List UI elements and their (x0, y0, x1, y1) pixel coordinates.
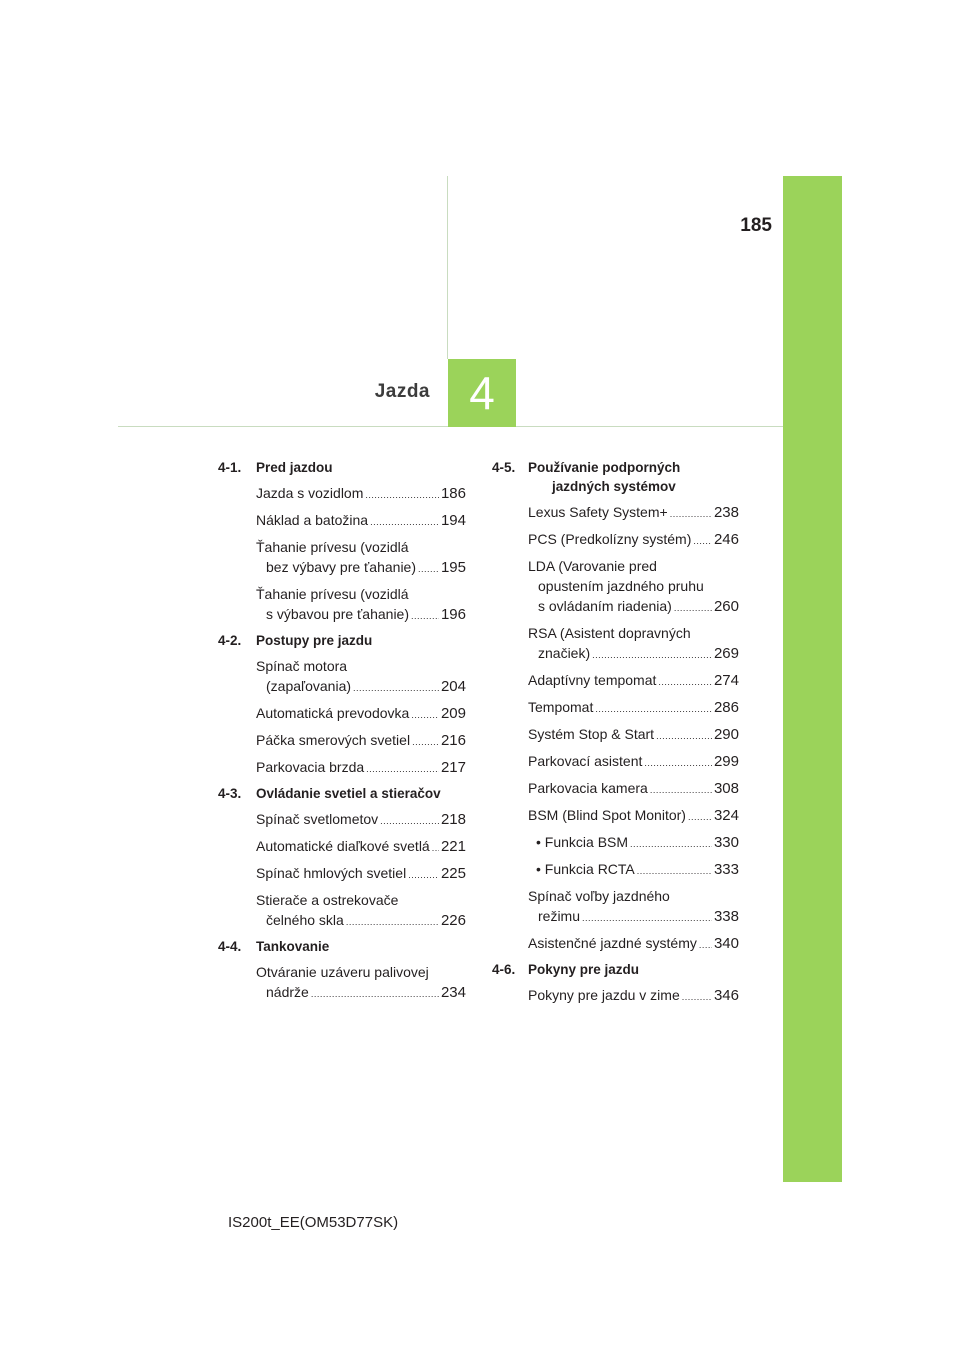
entry-text: s ovládaním riadenia) (538, 598, 672, 614)
entry-text: BSM (Blind Spot Monitor) (528, 807, 686, 823)
toc-left-column (218, 458, 466, 1009)
toc-entry[interactable] (528, 502, 739, 524)
toc-entry[interactable] (528, 670, 739, 692)
entry-line (256, 510, 466, 532)
toc-right-column (492, 458, 739, 1012)
toc-entry[interactable] (528, 933, 739, 955)
entry-text: nádrže (266, 984, 309, 1000)
entry-page-number: 204 (440, 678, 466, 695)
chapter-number-box: 4 (448, 359, 516, 427)
section-number: 4-3. (218, 786, 242, 801)
entry-line (528, 596, 739, 618)
entry-text: Automatické diaľkové svetlá (256, 838, 430, 854)
dot-leader (592, 645, 712, 665)
entry-line (528, 502, 739, 524)
entry-page-number: 217 (440, 759, 466, 776)
entry-line (256, 676, 466, 698)
entry-line (256, 703, 466, 725)
toc-entry[interactable] (528, 697, 739, 719)
entry-line (256, 656, 466, 676)
dot-leader (346, 912, 439, 932)
toc-entry[interactable] (528, 556, 739, 618)
dot-leader (370, 512, 439, 532)
entry-text: • Funkcia BSM (536, 834, 629, 850)
entry-page-number: 209 (440, 705, 466, 722)
entry-line (528, 985, 739, 1007)
toc-entry[interactable] (256, 962, 466, 1004)
toc-section-heading (218, 784, 466, 803)
dot-leader (682, 987, 712, 1007)
section-number: 4-5. (492, 460, 516, 475)
entry-text: Spínač motora (256, 658, 348, 674)
entry-text: Parkovacia kamera (528, 780, 648, 796)
entry-text: RSA (Asistent dopravných (528, 625, 691, 641)
entry-line (536, 832, 739, 854)
entry-page-number: 340 (713, 935, 739, 952)
dot-leader (365, 485, 439, 505)
entry-line (256, 537, 466, 557)
entry-page-number: 286 (713, 699, 739, 716)
dot-leader (674, 598, 712, 618)
page-number: 185 (740, 215, 772, 236)
section-title: Postupy pre jazdu (256, 633, 373, 648)
dot-leader (432, 838, 439, 858)
entry-page-number: 330 (713, 834, 739, 851)
toc-entry[interactable] (528, 886, 739, 928)
entry-line (256, 604, 466, 626)
toc-entry[interactable] (256, 730, 466, 752)
entry-line (528, 576, 739, 596)
dot-leader (353, 678, 439, 698)
chapter-side-tab (783, 176, 842, 1182)
entry-line (256, 483, 466, 505)
entry-line (256, 836, 466, 858)
entry-page-number: 195 (440, 559, 466, 576)
entry-line (256, 910, 466, 932)
entry-page-number: 346 (713, 987, 739, 1004)
entry-page-number: 324 (713, 807, 739, 824)
entry-line (256, 962, 466, 982)
entry-line (528, 906, 739, 928)
entry-text: Ťahanie prívesu (vozidlá (256, 586, 409, 602)
entry-text: Ťahanie prívesu (vozidlá (256, 539, 409, 555)
toc-entry[interactable] (256, 703, 466, 725)
toc-entry[interactable] (528, 805, 739, 827)
entry-line (256, 730, 466, 752)
dot-leader (644, 753, 712, 773)
entry-page-number: 234 (440, 984, 466, 1001)
entry-page-number: 269 (713, 645, 739, 662)
toc-entry[interactable] (256, 537, 466, 579)
dot-leader (630, 834, 712, 854)
entry-text: Náklad a batožina (256, 512, 369, 528)
dot-leader (412, 732, 439, 752)
entry-line (256, 982, 466, 1004)
toc-entry[interactable] (256, 757, 466, 779)
entry-text: PCS (Predkolízny systém) (528, 531, 692, 547)
entry-text: Páčka smerových svetiel (256, 732, 411, 748)
entry-line (536, 859, 739, 881)
chapter-title: Jazda (374, 381, 430, 402)
entry-text: Spínač hmlových svetiel (256, 865, 407, 881)
entry-page-number: 308 (713, 780, 739, 797)
entry-line (528, 670, 739, 692)
entry-page-number: 274 (713, 672, 739, 689)
entry-line (256, 757, 466, 779)
entry-text: opustením jazdného pruhu (538, 578, 704, 594)
entry-line (528, 697, 739, 719)
dot-leader (650, 780, 712, 800)
entry-line (256, 863, 466, 885)
entry-line (528, 886, 739, 906)
dot-leader (380, 811, 439, 831)
toc-entry[interactable] (528, 724, 739, 746)
entry-page-number: 194 (440, 512, 466, 529)
toc-entry[interactable] (256, 483, 466, 505)
entry-line (528, 933, 739, 955)
entry-page-number: 246 (713, 531, 739, 548)
entry-line (528, 778, 739, 800)
section-number: 4-4. (218, 939, 242, 954)
dot-leader (699, 935, 712, 955)
toc-section-heading (492, 960, 739, 979)
entry-text: Lexus Safety System+ (528, 504, 668, 520)
dot-leader (311, 984, 439, 1004)
entry-text: Otváranie uzáveru palivovej (256, 964, 429, 980)
entry-page-number: 196 (440, 606, 466, 623)
dot-leader (418, 559, 439, 579)
dot-leader (366, 759, 439, 779)
dot-leader (582, 908, 712, 928)
entry-page-number: 226 (440, 912, 466, 929)
toc-section-heading (218, 937, 466, 956)
toc-entry[interactable] (256, 863, 466, 885)
toc-section-heading (218, 631, 466, 650)
entry-page-number: 290 (713, 726, 739, 743)
dot-leader (595, 699, 712, 719)
dot-leader (411, 606, 439, 626)
entry-text: Automatická prevodovka (256, 705, 410, 721)
entry-page-number: 260 (713, 598, 739, 615)
entry-page-number: 238 (713, 504, 739, 521)
toc-section-heading (492, 458, 739, 496)
section-number: 4-2. (218, 633, 242, 648)
entry-line (256, 557, 466, 579)
section-title: Pred jazdou (256, 460, 333, 475)
toc-entry[interactable] (256, 890, 466, 932)
entry-text: Adaptívny tempomat (528, 672, 657, 688)
entry-line (256, 584, 466, 604)
entry-text: Jazda s vozidlom (256, 485, 364, 501)
dot-leader (411, 705, 439, 725)
entry-line (528, 556, 739, 576)
entry-text: značiek) (538, 645, 591, 661)
dot-leader (637, 861, 712, 881)
toc-entry[interactable] (536, 832, 739, 854)
dot-leader (656, 726, 712, 746)
entry-page-number: 333 (713, 861, 739, 878)
entry-text: • Funkcia RCTA (536, 861, 635, 877)
entry-line (528, 724, 739, 746)
entry-text: Spínač voľby jazdného (528, 888, 670, 904)
entry-line (528, 529, 739, 551)
vertical-divider (447, 176, 448, 359)
footer-model-code: IS200t_EE(OM53D77SK) (228, 1214, 399, 1231)
dot-leader (658, 672, 712, 692)
toc-entry[interactable] (256, 510, 466, 532)
section-number: 4-6. (492, 962, 516, 977)
entry-text: LDA (Varovanie pred (528, 558, 657, 574)
section-title: Pokyny pre jazdu (528, 962, 640, 977)
entry-line (528, 623, 739, 643)
toc-entry[interactable] (256, 836, 466, 858)
entry-text: bez výbavy pre ťahanie) (266, 559, 417, 575)
entry-text: čelného skla (266, 912, 344, 928)
entry-line (528, 805, 739, 827)
entry-page-number: 186 (440, 485, 466, 502)
dot-leader (693, 531, 712, 551)
toc-entry[interactable] (528, 529, 739, 551)
entry-line (528, 751, 739, 773)
entry-text: Systém Stop & Start (528, 726, 655, 742)
entry-page-number: 299 (713, 753, 739, 770)
toc-entry[interactable] (528, 985, 739, 1007)
entry-text: režimu (538, 908, 581, 924)
entry-text: Pokyny pre jazdu v zime (528, 987, 680, 1003)
toc-entry[interactable] (528, 751, 739, 773)
entry-text: s výbavou pre ťahanie) (266, 606, 410, 622)
toc-entry[interactable] (256, 584, 466, 626)
toc-entry[interactable] (528, 778, 739, 800)
section-title: Tankovanie (256, 939, 330, 954)
entry-text: (zapaľovania) (266, 678, 352, 694)
toc-entry[interactable] (536, 859, 739, 881)
entry-text: Tempomat (528, 699, 594, 715)
toc-section-heading (218, 458, 466, 477)
entry-text: Parkovací asistent (528, 753, 643, 769)
entry-page-number: 338 (713, 908, 739, 925)
entry-page-number: 225 (440, 865, 466, 882)
toc-entry[interactable] (256, 656, 466, 698)
section-number: 4-1. (218, 460, 242, 475)
entry-text: Stierače a ostrekovače (256, 892, 399, 908)
entry-text: Asistenčné jazdné systémy (528, 935, 697, 951)
dot-leader (670, 504, 712, 524)
entry-line (256, 809, 466, 831)
toc-entry[interactable] (528, 623, 739, 665)
section-title: Používanie podporných jazdných systémov (528, 460, 681, 494)
entry-page-number: 216 (440, 732, 466, 749)
entry-line (528, 643, 739, 665)
dot-leader (688, 807, 712, 827)
entry-text: Parkovacia brzda (256, 759, 365, 775)
dot-leader (408, 865, 439, 885)
entry-text: Spínač svetlometov (256, 811, 379, 827)
entry-line (256, 890, 466, 910)
section-title: Ovládanie svetiel a stieračov (256, 786, 441, 801)
entry-page-number: 221 (440, 838, 466, 855)
entry-page-number: 218 (440, 811, 466, 828)
toc-entry[interactable] (256, 809, 466, 831)
